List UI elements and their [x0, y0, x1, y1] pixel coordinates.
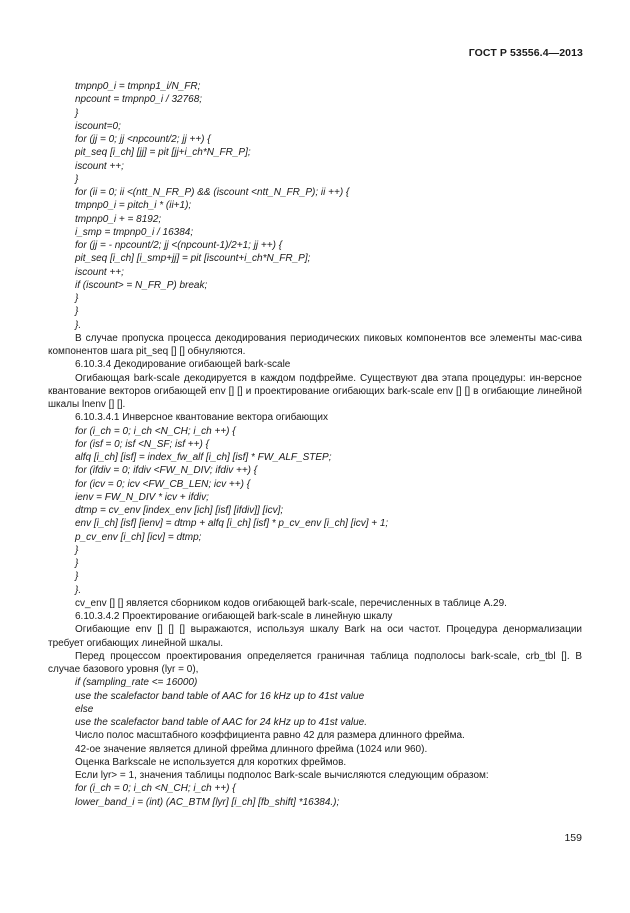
code-line: pit_seq [i_ch] [jj] = pit [jj+i_ch*N_FR_P];	[75, 147, 251, 159]
code-line: for (i_ch = 0; i_ch <N_CH; i_ch ++) {	[75, 425, 236, 437]
code-line: for (icv = 0; icv <FW_CB_LEN; icv ++) {	[75, 478, 251, 490]
code-line: for (jj = 0; jj <npcount/2; jj ++) {	[75, 134, 211, 145]
code-line: for (i_ch = 0; i_ch <N_CH; i_ch ++) {	[75, 783, 236, 795]
code-line: }.	[75, 319, 82, 331]
text-line: 42-ое значение является длиной фрейма длинного фрейма (1024 или 960).	[75, 743, 428, 755]
code-line: }	[75, 571, 79, 583]
document-header: ГОСТ Р 53556.4—2013	[468, 47, 583, 59]
document-body	[48, 80, 582, 809]
code-line: i_smp = tmpnp0_i / 16384;	[75, 226, 194, 238]
code-line: npcount = tmpnp0_i / 32768;	[75, 94, 203, 106]
text-line: Огибающая bark-scale декодируется в каждом подфрейме. Существуют два этапа процедуры: ин-версное квантование векторов огибающей env [] [] и проектирование огибающих bark-scale env [] [] в огибающие линейной шкалы lnenv [] [].	[48, 372, 582, 410]
code-line: iscount ++;	[75, 266, 124, 278]
page-number: 159	[564, 832, 582, 844]
code-line: for (ii = 0; ii <(ntt_N_FR_P) && (iscount <ntt_N_FR_P); ii ++) {	[75, 187, 350, 198]
code-line: }.	[75, 584, 82, 596]
code-line: for (jj = - npcount/2; jj <(npcount-1)/2+1; jj ++) {	[75, 240, 283, 251]
code-line: if (sampling_rate <= 16000)	[75, 677, 198, 689]
code-line: tmpnp0_i = tmpnp1_i/N_FR;	[75, 81, 201, 92]
code-line: p_cv_env [i_ch] [icv] = dtmp;	[75, 531, 202, 543]
code-line: ienv = FW_N_DIV * icv + ifdiv;	[75, 491, 209, 503]
code-line: }	[75, 107, 79, 119]
code-line: iscount ++;	[75, 160, 124, 172]
code-line: if (iscount> = N_FR_P) break;	[75, 279, 208, 291]
code-line: else	[75, 703, 94, 715]
text-line: В случае пропуска процесса декодирования периодических пиковых компонентов все элементы мас-сива компонентов шага pit_seq [] [] обнуляются.	[48, 332, 582, 357]
text-line: cv_env [] [] является сборником кодов огибающей bark-scale, перечисленных в таблице А.29.	[75, 597, 507, 609]
text-line: 6.10.3.4.2 Проектирование огибающей bark-scale в линейную шкалу	[75, 611, 393, 622]
code-line: }	[75, 306, 79, 318]
code-line: alfq [i_ch] [isf] = index_fw_alf [i_ch] [isf] * FW_ALF_STEP;	[75, 452, 332, 463]
code-line: tmpnp0_i = pitch_i * (ii+1);	[75, 200, 192, 212]
code-line: env [i_ch] [isf] [ienv] = dtmp + alfq [i_ch] [isf] * p_cv_env [i_ch] [icv] + 1;	[75, 518, 389, 530]
text-line: Оценка Barkscale не используется для коротких фреймов.	[75, 756, 347, 768]
code-line: iscount=0;	[75, 120, 121, 132]
code-line: }	[75, 293, 79, 304]
code-line: use the scalefactor band table of AAC for 16 kHz up to 41st value	[75, 690, 365, 702]
text-line: 6.10.3.4.1 Инверсное квантование вектора огибающих	[75, 412, 328, 424]
text-line: 6.10.3.4 Декодирование огибающей bark-scale	[75, 359, 291, 371]
code-line: }	[75, 558, 79, 569]
text-line: Число полос масштабного коэффициента равно 42 для размера длинного фрейма.	[75, 730, 465, 742]
code-line: lower_band_i = (int) (AC_BTM [lyr] [i_ch] [fb_shift] *16384.);	[75, 796, 340, 808]
code-line: }	[75, 544, 79, 556]
text-line: Если lyr> = 1, значения таблицы подполос Bark-scale вычисляются следующим образом:	[75, 770, 489, 781]
text-line: Перед процессом проектирования определяется граничная таблица подполосы bark-scale, crb_tbl []. В случае базового уровня (lyr = 0),	[48, 650, 582, 675]
code-line: }	[75, 173, 79, 185]
code-line: dtmp = cv_env [index_env [ich] [isf] [ifdiv]] [icv];	[75, 505, 284, 516]
code-line: for (isf = 0; isf <N_SF; isf ++) {	[75, 438, 209, 450]
code-line: use the scalefactor band table of AAC for 24 kHz up to 41st value.	[75, 717, 368, 728]
code-line: tmpnp0_i + = 8192;	[75, 213, 162, 225]
code-line: for (ifdiv = 0; ifdiv <FW_N_DIV; ifdiv ++) {	[75, 465, 258, 477]
text-line: Огибающие env [] [] [] выражаются, используя шкалу Bark на оси частот. Процедура денормализации требует огибающих линейной шкалы.	[48, 624, 582, 649]
code-line: pit_seq [i_ch] [i_smp+jj] = pit [iscount+i_ch*N_FR_P];	[75, 253, 311, 265]
